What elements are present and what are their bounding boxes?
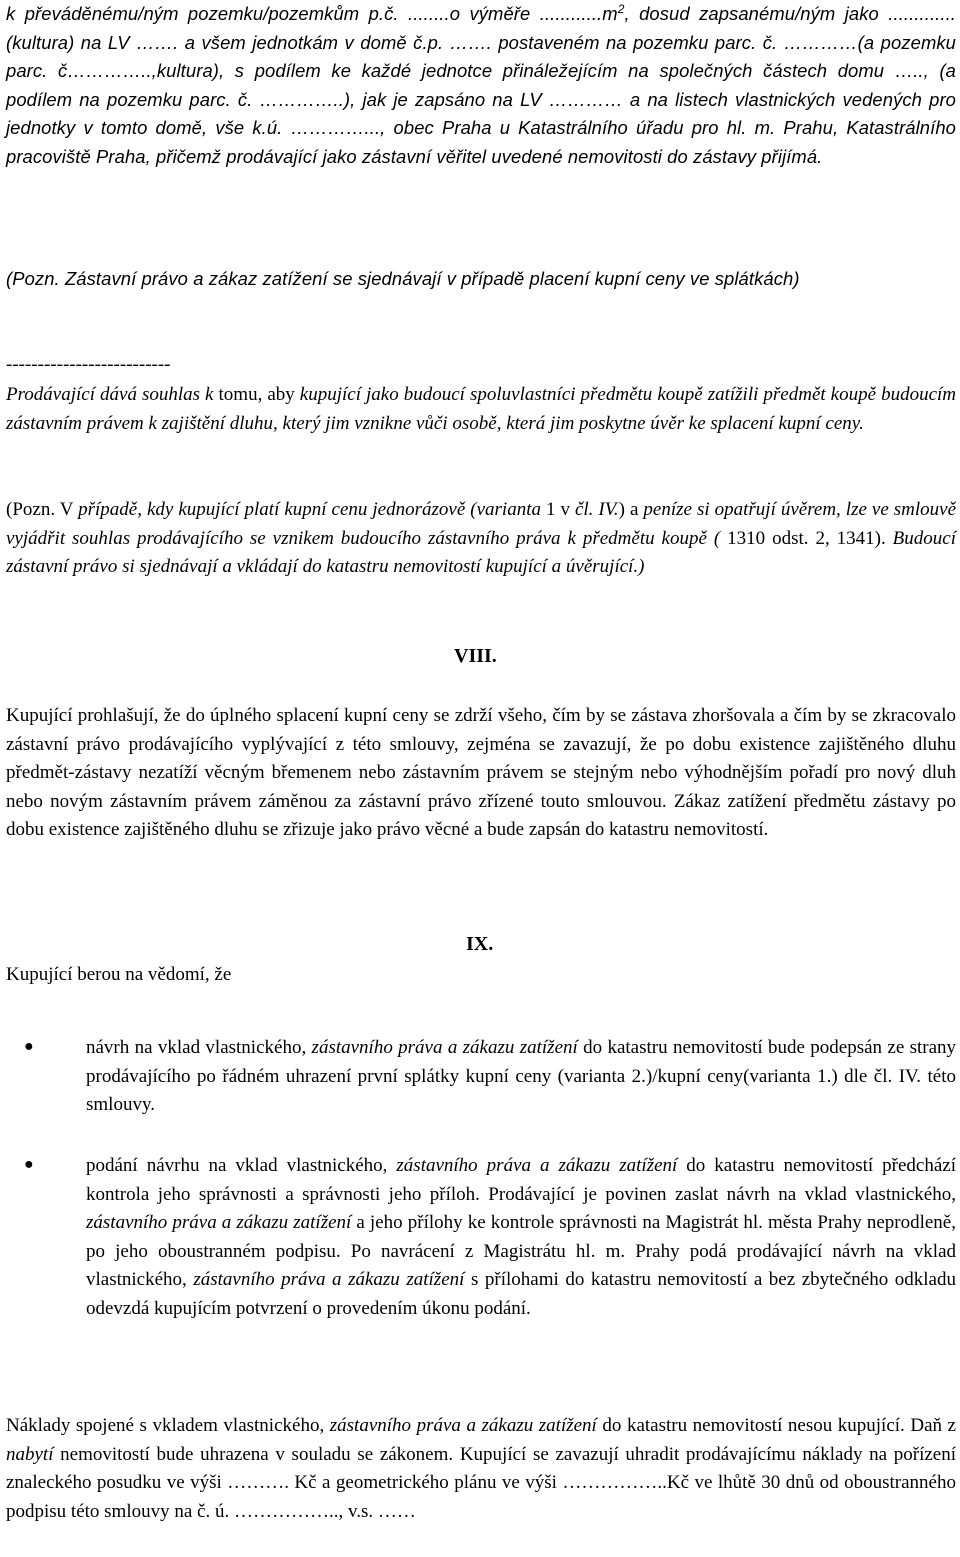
bullet2-f: zástavního práva a zákazu zatížení [193,1269,465,1291]
intro-line1-end: , dosud [624,3,690,24]
closing-c: do katastru nemovitostí nesou kupující. Daň z [596,1415,956,1436]
note-single-payment [6,496,956,582]
note2-i: Budoucí zástavní právo si sjednávají a vkládají do katastru nemovitostí kupující a úvěrující.) [6,527,956,578]
bullet-item-2 [86,1152,956,1324]
separator-line: -------------------------- [6,354,171,375]
bullet2-a: podání návrhu na vklad vlastnického, [86,1155,397,1176]
note2-h: 1341). [836,527,893,549]
note2-a: (Pozn. V [6,499,79,520]
bullet-dot-icon: ● [24,1156,34,1173]
bullet1-c: do katastru nemovitostí bude podepsán ze strany prodávajícího po řádném uhrazení první splátky kupní ceny (varianta 2.)/kupní ceny(varianta 1.) dle čl. IV. této smlouvy. [86,1037,957,1116]
intro-paragraph [6,0,956,172]
heading-section-8: VIII. [454,645,497,667]
heading-section-9: IX. [466,933,494,955]
bullet2-e: a jeho přílohy ke kontrole správnosti na Magistrát hl. města Prahy neprodleně, po jeho oboustranném podpisu. Po navrácení z Magistrátu hl. m. Prahy podá prodávající návrh na vklad vlastnického, [86,1212,956,1291]
note2-e: ) a [618,499,644,520]
closing-a: Náklady spojené s vkladem vlastnického, [6,1415,330,1436]
intro-rest: zapsanému/ným jako ............. (kultura) na LV ……. a všem jednotkám v domě č.p. ……. postaveném na pozemku parc. č. …………(a pozemku parc. č…………..,kultura), s podílem ke každé jednotce přináležejícím na společných částech domu ….., (a podílem na pozemku parc. č. …………..), jak je zapsáno na LV ………… a na listech vlastnických vedených pro jednotky v tomto domě, vše k.ú. …………..., obec Praha u Katastrálního úřadu pro hl. m. Prahu, Katastrálního pracoviště Praha, přičemž prodávající jako zástavní věřitel uvedené nemovitosti do zástavy přijímá. [6,3,957,167]
bullet-dot-icon: ● [24,1038,34,1055]
closing-b: zástavního práva a zákazu zatížení [329,1415,597,1436]
note-installments: (Pozn. Zástavní právo a zákaz zatížení se sjednávají v případě placení kupní ceny ve splátkách) [6,268,800,289]
note2-b: případě, kdy kupující platí kupní cenu jednorázově (varianta [78,499,546,520]
bullet-item-1 [86,1034,956,1120]
bullet2-d: zástavního práva a zákazu zatížení [86,1212,352,1234]
closing-e: nemovitostí bude uhrazena v souladu se zákonem. Kupující se zavazují uhradit prodávajícímu náklady na pořízení znaleckého posudku ve výši ………. Kč a geometrického plánu ve výši ……………..Kč ve lhůtě 30 dnů od oboustranného podpisu této smlouvy na č. ú. …………….., v.s. …… [6,1443,956,1522]
section-8-paragraph: Kupující prohlašují, že do úplného splacení kupní ceny se zdrží všeho, čím by se zástava zhoršovala a čím by se zkracovalo zástavní právo prodávajícího vyplývající z této smlouvy, zejména se zavazují, že po dobu existence zajištěného dluhu předmět-zástavy nezatíží věcným břemenem nebo zástavním právem se stejným nebo výhodnějším pořadí pro nový dluh nebo novým zástavním právem záměnou za zástavní právo zřízené touto smlouvou. Zákaz zatížení předmětu zástavy po dobu existence zajištěného dluhu se zřizuje jako právo věcné a bude zapsán do katastru nemovitostí. [6,705,956,841]
consent-part-a: Prodávající dává souhlas k [6,384,219,405]
consent-part-b: tomu, aby [218,384,300,405]
bullet2-c: do katastru nemovitostí předchází kontrola jeho správnosti a správnosti jeho příloh. Prodávající je povinen zaslat návrh na vklad vlastnického, [86,1155,956,1205]
consent-paragraph [6,381,956,438]
section-9-intro: Kupující berou na vědomí, že [6,964,232,985]
intro-line1: k převáděnému/ným pozemku/pozemkům p.č. ........o výměře ............m [6,3,618,24]
closing-d: nabytí [6,1443,54,1465]
note2-f: peníze si opatřují úvěrem, lze ve smlouvě vyjádřit souhlas prodávajícího se vznikem budoucího zástavního práva k předmětu koupě ( [6,499,957,549]
intro-superscript: 2 [617,1,625,16]
bullet1-a: návrh na vklad vlastnického, [86,1037,312,1058]
note2-d: čl. IV. [574,499,619,520]
note2-g: 1310 odst. 2, [727,527,837,549]
consent-part-c: kupující jako budoucí spoluvlastníci předmětu koupě zatížili předmět koupě budoucím zástavním právem k zajištění dluhu, který jim vznikne vůči osobě, která jim poskytne úvěr ke splacení kupní ceny. [6,384,956,434]
costs-paragraph [6,1412,956,1526]
bullet1-b: zástavního práva a zákazu zatížení [311,1037,578,1058]
bullet2-g: s přílohami do katastru nemovitostí a bez zbytečného odkladu odevzdá kupujícím potvrzení o provedením úkonu podání. [86,1269,956,1319]
bullet2-b: zástavního práva a zákazu zatížení [396,1155,678,1176]
note2-c: 1 v [545,499,575,520]
